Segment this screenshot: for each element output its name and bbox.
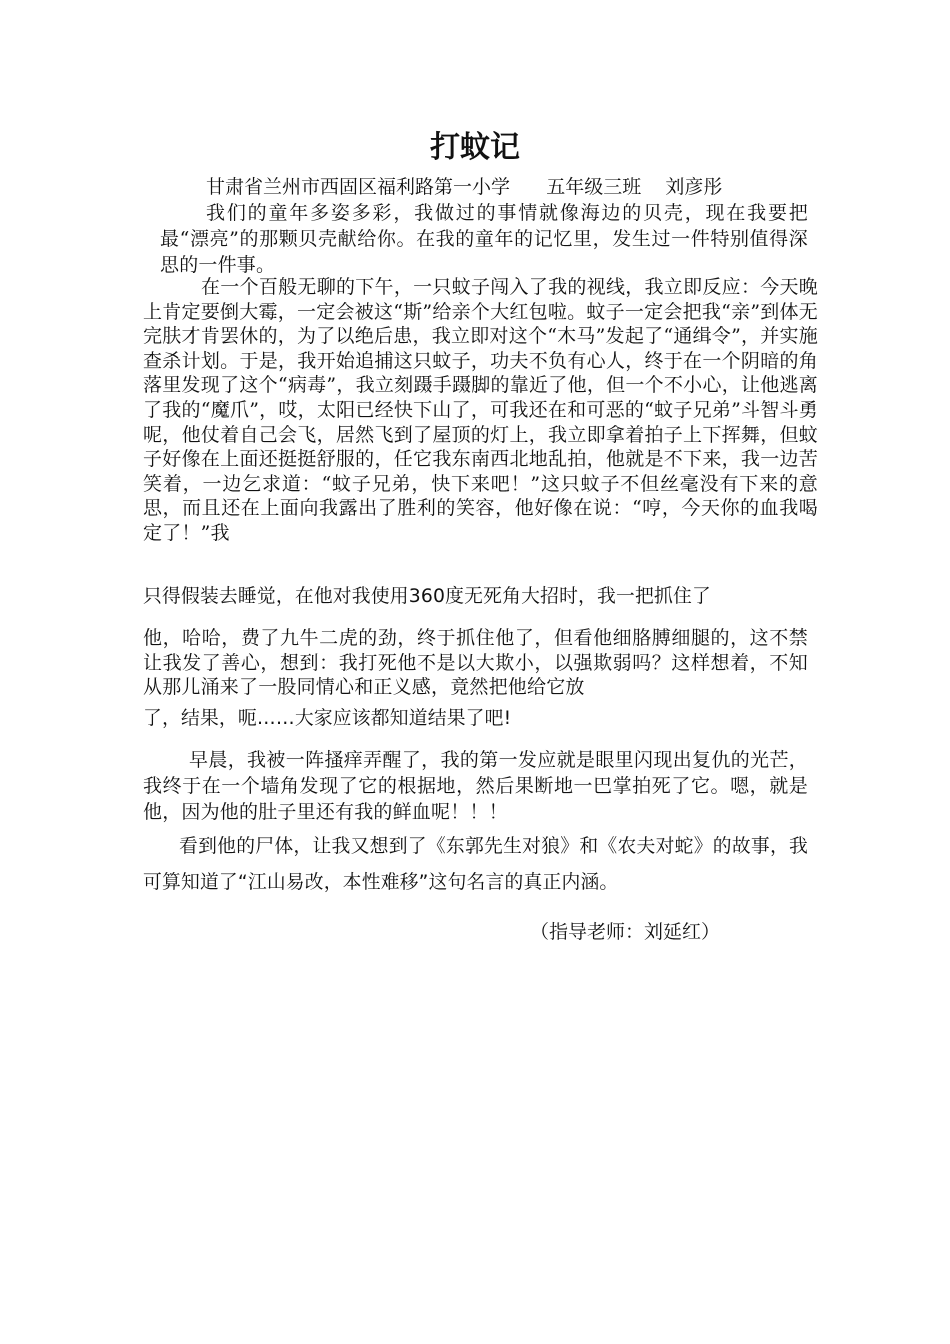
ending-paragraph: 看到他的尸体，让我又想到了《东郭先生对狼》和《农夫对蛇》的故事，我可算知道了“江山易改，本性难移”这句名言的真正内涵。	[143, 836, 808, 893]
story-paragraph-part-3: 他，哈哈，费了九牛二虎的劲，终于抓住他了，但看他细胳膊细腿的，这不禁让我发了善心，想到：我打死他不是以大欺小，以强欺弱吗？这样想着，不知从那儿涌来了一股同情心和正义感，竟然把他给它放	[143, 627, 808, 699]
story-paragraph-part-2: 只得假装去睡觉，在他对我使用360度无死角大招时，我一把抓住了	[143, 586, 711, 607]
story-paragraph-part-4: 了，结果，呃……大家应该都知道结果了吧!	[143, 708, 512, 729]
morning-paragraph: 早晨，我被一阵搔痒弄醒了，我的第一发应就是眼里闪现出复仇的光芒，我终于在一个墙角发现了它的根据地，然后果断地一巴掌拍死了它。嗯，就是他，因为他的肚子里还有我的鲜血呢！！！	[143, 749, 808, 823]
teacher-credit: （指导老师：刘延红）	[530, 921, 721, 943]
story-paragraph-part-1: 在一个百般无聊的下午，一只蚊子闯入了我的视线，我立即反应：今天晚上肯定要倒大霉，一定会被这“斯”给亲个大红包啦。蚊子一定会把我“亲”到体无完肤才肯罢休的，为了以绝后患，我立即对这个“木马”发起了“通缉令”，并实施查杀计划。于是，我开始追捕这只蚊子，功夫不负有心人，终于在一个阴暗的角落里发现了这个“病毒”，我立刻蹑手蹑脚的靠近了他，但一个不小心，让他逃离了我的“魔爪”，哎，太阳已经快下山了，可我还在和可恶的“蚊子兄弟”斗智斗勇呢，他仗着自己会飞，居然飞到了屋顶的灯上，我立即拿着拍子上下挥舞，但蚊子好像在上面还挺挺舒服的，任它我东南西北地乱拍，他就是不下来，我一边苦笑着，一边乞求道：“蚊子兄弟，快下来吧！”这只蚊子不但丝毫没有下来的意思，而且还在上面向我露出了胜利的笑容，他好像在说：“哼，今天你的血我喝定了！”我	[143, 276, 818, 544]
essay-title: 打蚊记	[430, 130, 520, 165]
author-byline: 甘肃省兰州市西固区福利路第一小学 五年级三班 刘彦彤	[206, 176, 723, 198]
intro-paragraph: 我们的童年多姿多彩，我做过的事情就像海边的贝壳，现在我要把最“漂亮”的那颗贝壳献给你。在我的童年的记忆里，发生过一件特别值得深思的一件事。	[160, 202, 808, 276]
